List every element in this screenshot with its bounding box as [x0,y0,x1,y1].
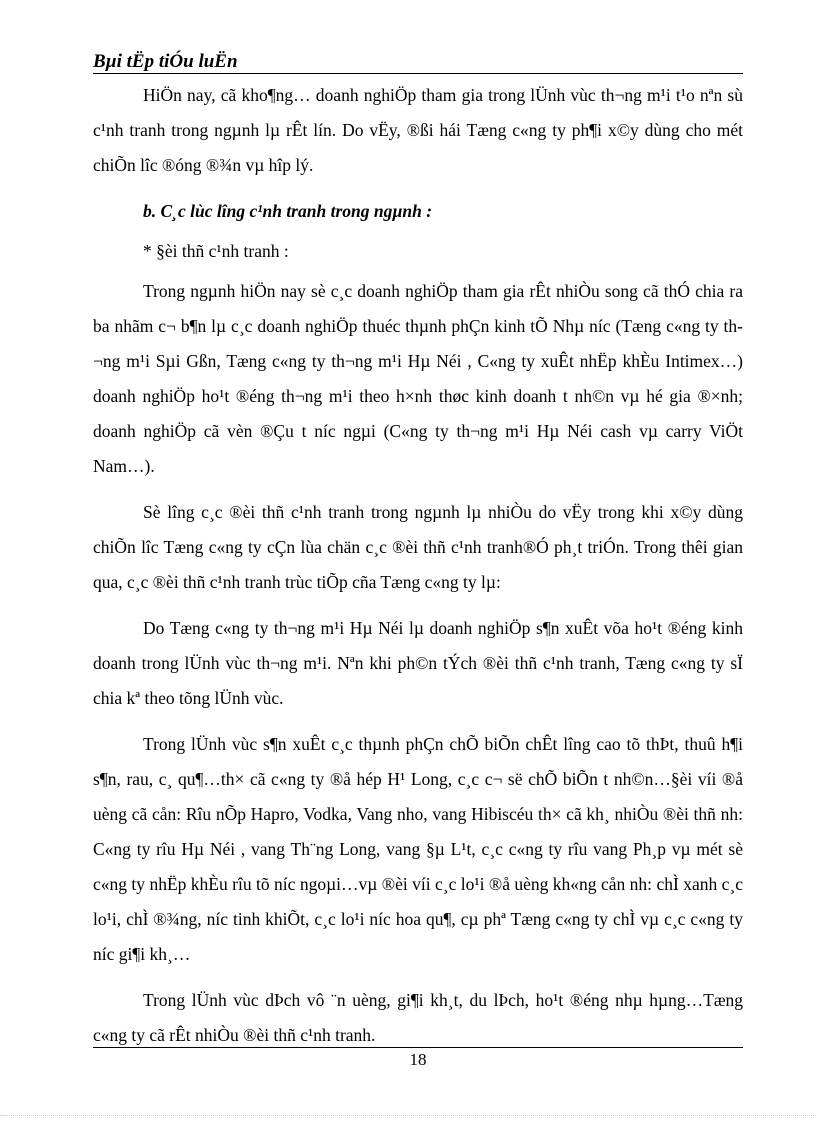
footer-divider [93,1047,743,1048]
paragraph-competitor-groups: Trong ngµnh hiÖn nay sè c¸c doanh nghiÖp tham gia rÊt nhiÒu song cã thÓ chia ra ba nhãm c¬ b¶n lµ c¸c doanh nghiÖp thuéc thµnh phÇn kinh tÕ Nhµ níc (Tæng c«ng ty th¬ng m¹i Sµi Gßn, Tæng c«ng ty th¬ng m¹i Hµ Néi , C«ng ty xuÊt nhËp khÈu Intimex…) doanh nghiÖp ho¹t ®éng th¬ng m¹i theo h×nh thøc kinh doanh t nh©n vµ hé gia ®×nh; doanh nghiÖp cã vèn ®Çu t níc ngµi (C«ng ty th¬ng m¹i Hµ Néi cash vµ carry ViÖt Nam…). [93,281,743,476]
page-header [93,50,743,74]
paragraph-intro: HiÖn nay, cã kho¶ng… doanh nghiÖp tham gia trong lÜnh vùc th¬ng m¹i t¹o nªn sù c¹nh tranh trong ngµnh lµ rÊt lín. Do vËy, ®ßi hái Tæng c«ng ty ph¶i x©y dùng cho mét chiÕn lîc ®óng ®¾n vµ hîp lý. [93,85,743,175]
subsection-heading: * §èi thñ c¹nh tranh : [143,241,289,261]
document-body [93,78,743,1064]
header-title: Bµi tËp tiÓu luËn [93,51,238,72]
page-bottom-edge [0,1115,816,1116]
page-number: 18 [409,1050,427,1069]
paragraph-competitor-count: Sè lîng c¸c ®èi thñ c¹nh tranh trong ngµnh lµ nhiÒu do vËy trong khi x©y dùng chiÕn lîc Tæng c«ng ty cÇn lùa chän c¸c ®èi thñ c¹nh tranh®Ó ph¸t triÓn. Trong thêi gian qua, c¸c ®èi thñ c¹nh tranh trùc tiÕp cña Tæng c«ng ty lµ: [93,502,743,592]
paragraph-business-areas: Do Tæng c«ng ty th¬ng m¹i Hµ Néi lµ doanh nghiÖp s¶n xuÊt võa ho¹t ®éng kinh doanh trong lÜnh vùc th¬ng m¹i. Nªn khi ph©n tÝch ®èi thñ c¹nh tranh, Tæng c«ng ty sÏ chia kª theo tõng lÜnh vùc. [93,618,743,708]
section-heading: b. C¸c lùc lîng c¹nh tranh trong ngµnh : [143,201,433,221]
header-divider [93,73,743,74]
paragraph-production: Trong lÜnh vùc s¶n xuÊt c¸c thµnh phÇn chÕ biÕn chÊt lîng cao tõ thÞt, thuû h¶i s¶n, rau, c¸ qu¶…th× cã c«ng ty ®å hép H¹ Long, c¸c c¬ së chÕ biÕn t nh©n…§èi víi ®å uèng cã cån: Rîu nÕp Hapro, Vodka, Vang nho, vang Hibiscéu th× cã kh¸ nhiÒu ®èi thñ nh: C«ng ty rîu Hµ Néi , vang Th¨ng Long, vang §µ L¹t, c¸c c«ng ty rîu vang Ph¸p vµ mét sè c«ng ty nhËp khÈu rîu tõ níc ngoµi…vµ ®èi víi c¸c lo¹i ®å uèng kh«ng cån nh: chÌ xanh c¸c lo¹i, chÌ ®¾ng, níc tinh khiÕt, c¸c lo¹i níc hoa qu¶, cµ phª Tæng c«ng ty chÌ vµ c¸c c«ng ty níc gi¶i kh¸… [93,734,743,964]
paragraph-services: Trong lÜnh vùc dÞch vô ¨n uèng, gi¶i kh¸t, du lÞch, ho¹t ®éng nhµ hµng…Tæng c«ng ty cã rÊt nhiÒu ®èi thñ c¹nh tranh. [93,990,743,1045]
